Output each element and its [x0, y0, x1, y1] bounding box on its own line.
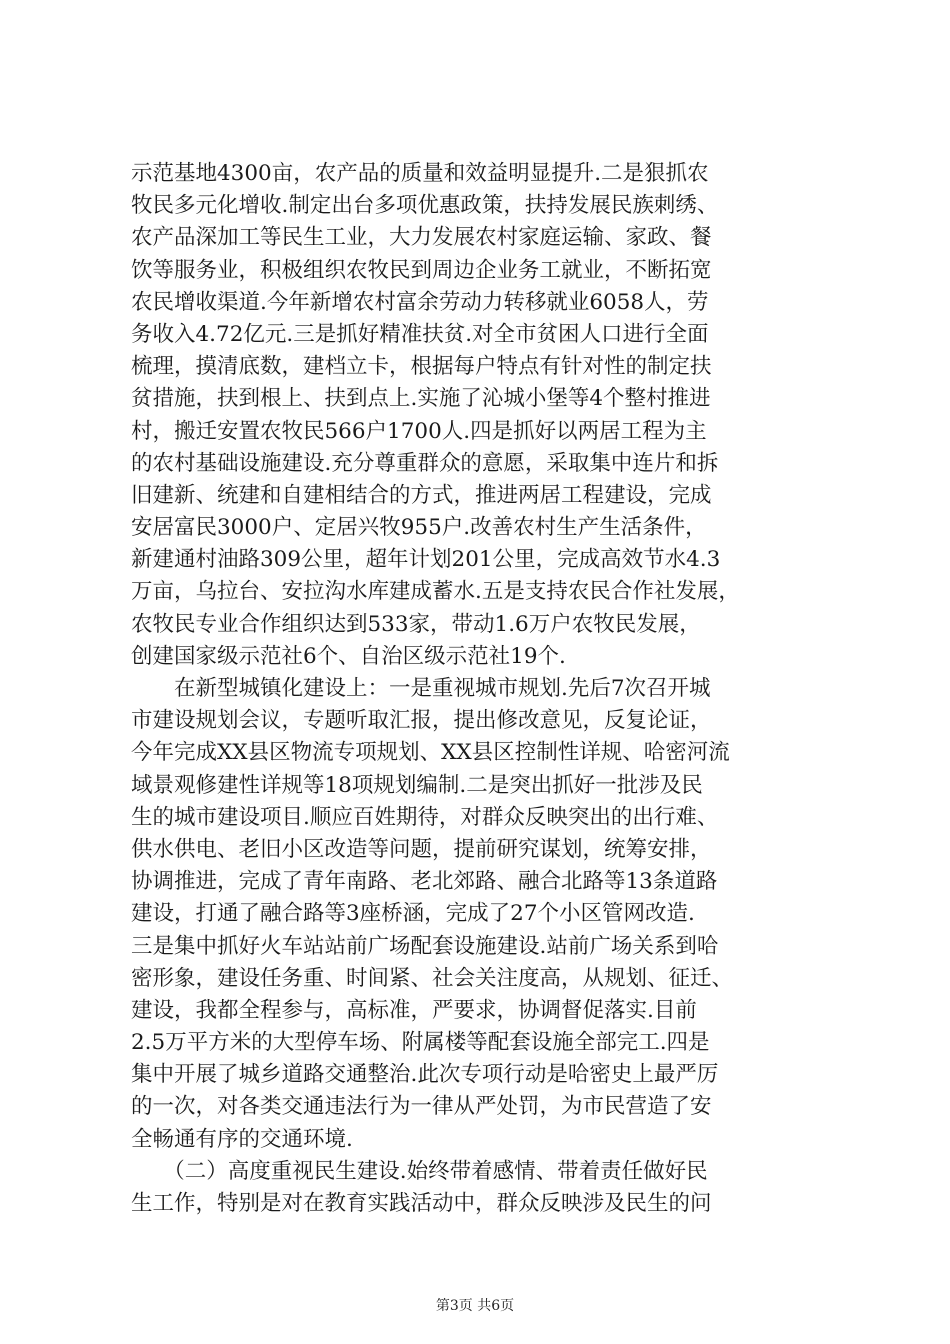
text-line: 新建通村油路309公里，超年计划201公里，完成高效节水4.3 — [131, 547, 721, 573]
text-line: 密形象，建设任务重、时间紧、社会关注度高，从规划、征迁、 — [131, 965, 734, 991]
text-line: 生的城市建设项目.顺应百姓期待，对群众反映突出的出行难、 — [131, 804, 719, 830]
text-line: 村，搬迁安置农牧民566户1700人.四是抓好以两居工程为主 — [131, 418, 707, 444]
text-line: 生工作，特别是对在教育实践活动中，群众反映涉及民生的问 — [131, 1191, 712, 1216]
text-line: 的农村基础设施建设.充分尊重群众的意愿，采取集中连片和拆 — [131, 450, 719, 476]
text-line: 建设，打通了融合路等3座桥涵，完成了27个小区管网改造. — [131, 901, 695, 927]
text-line: 今年完成XX县区物流专项规划、XX县区控制性详规、哈密河流 — [131, 740, 730, 766]
text-line: 创建国家级示范社6个、自治区级示范社19个. — [131, 643, 566, 669]
text-line: 农民增收渠道.今年新增农村富余劳动力转移就业6058人，劳 — [131, 289, 709, 315]
text-line: 务收入4.72亿元.三是抓好精准扶贫.对全市贫困人口进行全面 — [131, 321, 709, 347]
text-line: 供水供电、老旧小区改造等问题，提前研究谋划，统筹安排， — [131, 836, 712, 862]
text-line: 三是集中抓好火车站站前广场配套设施建设.站前广场关系到哈 — [131, 933, 719, 959]
text-line: 贫措施，扶到根上、扶到点上.实施了沁城小堡等4个整村推进 — [131, 386, 711, 412]
text-line: 旧建新、统建和自建相结合的方式，推进两居工程建设，完成 — [131, 482, 712, 508]
text-line: 集中开展了城乡道路交通整治.此次专项行动是哈密史上最严厉 — [131, 1062, 719, 1088]
text-line: 域景观修建性详规等18项规划编制.二是突出抓好一批涉及民 — [131, 772, 703, 798]
text-line: 牧民多元化增收.制定出台多项优惠政策，扶持发展民族刺绣、 — [131, 193, 719, 219]
text-line: 的一次，对各类交通违法行为一律从严处罚，为市民营造了安 — [131, 1094, 712, 1120]
text-line: 饮等服务业，积极组织农牧民到周边企业务工就业，不断拓宽 — [131, 257, 712, 283]
text-line: 万亩，乌拉台、安拉沟水库建成蓄水.五是支持农民合作社发展， — [131, 579, 740, 605]
text-line: 2.5万平方米的大型停车场、附属楼等配套设施全部完工.四是 — [131, 1030, 710, 1056]
text-line: 全畅通有序的交通环境. — [131, 1126, 353, 1152]
page-number-footer: 第3页 共6页 — [435, 1298, 515, 1314]
text-line: 在新型城镇化建设上：一是重视城市规划.先后7次召开城 — [131, 676, 711, 701]
document-body — [131, 158, 831, 1220]
text-line: （二）高度重视民生建设.始终带着感情、带着责任做好民 — [131, 1158, 708, 1184]
text-line: 农产品深加工等民生工业，大力发展农村家庭运输、家政、餐 — [131, 225, 712, 251]
text-line: 协调推进，完成了青年南路、老北郊路、融合北路等13条道路 — [131, 869, 718, 895]
text-line: 梳理，摸清底数，建档立卡，根据每户特点有针对性的制定扶 — [131, 354, 712, 380]
text-line: 示范基地4300亩，农产品的质量和效益明显提升.二是狠抓农 — [131, 161, 709, 186]
text-line: 农牧民专业合作组织达到533家，带动1.6万户农牧民发展， — [131, 611, 701, 637]
text-line: 安居富民3000户、定居兴牧955户.改善农村生产生活条件， — [131, 515, 707, 541]
text-line: 市建设规划会议，专题听取汇报，提出修改意见，反复论证， — [131, 708, 712, 734]
text-line: 建设，我都全程参与，高标准，严要求，协调督促落实.目前 — [131, 997, 697, 1023]
